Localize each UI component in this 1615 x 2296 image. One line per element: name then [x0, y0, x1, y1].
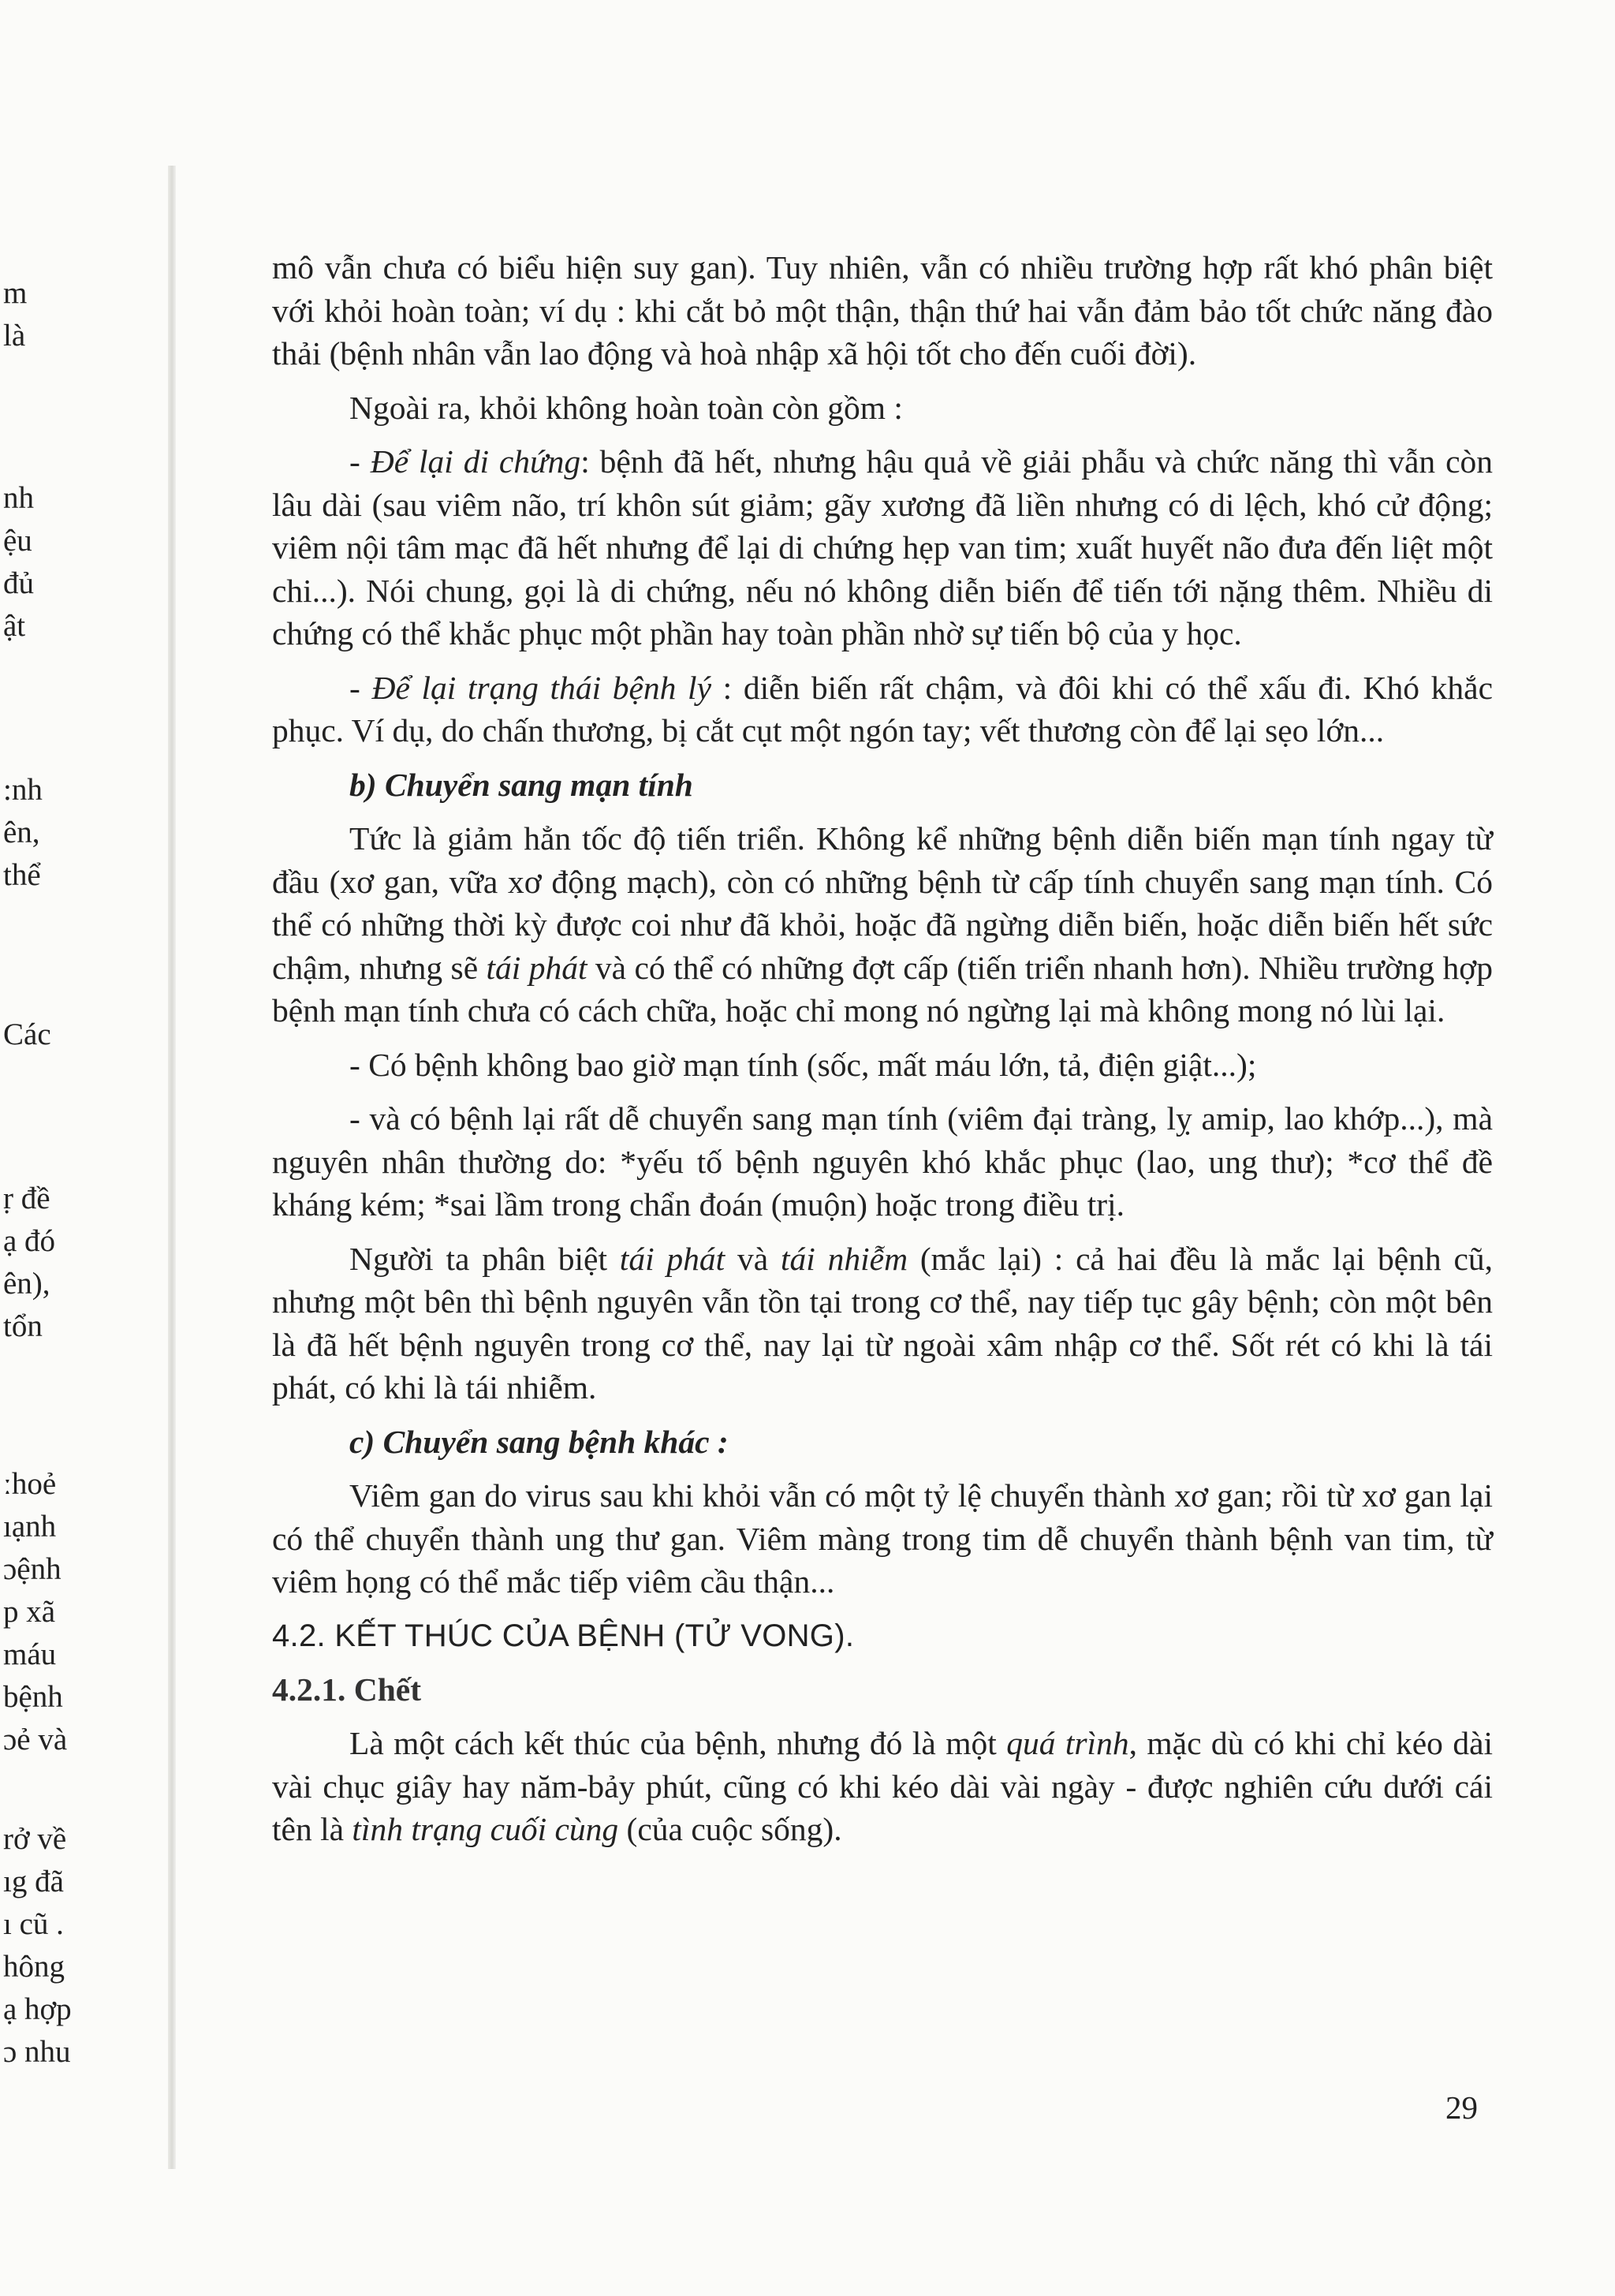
margin-fragment: đủ: [3, 566, 34, 600]
margin-fragment: nh: [3, 481, 34, 515]
margin-fragment: ɔẻ và: [3, 1723, 68, 1757]
margin-fragment: p xã: [3, 1595, 56, 1629]
term: tái phát: [486, 949, 587, 986]
margin-fragment: ên),: [3, 1267, 50, 1301]
margin-fragment: ːhoẻ: [3, 1467, 57, 1501]
adjacent-page-fragments: [0, 0, 158, 2296]
margin-fragment: Các: [3, 1017, 51, 1051]
term: quá trình: [1006, 1725, 1129, 1761]
term: tái phát: [619, 1240, 725, 1277]
margin-fragment: :nh: [3, 773, 43, 807]
paragraph: - Có bệnh không bao giờ mạn tính (sốc, mất máu lớn, tả, điện giật...);: [349, 1046, 1257, 1083]
section-heading-4-2: 4.2. KẾT THÚC CỦA BỆNH (TỬ VONG).: [272, 1618, 855, 1653]
margin-fragment: là: [3, 319, 26, 353]
book-spine-shadow: [168, 166, 176, 2169]
term: tình trạng cuối cùng: [352, 1811, 619, 1847]
paragraph: - và có bệnh lại rất dễ chuyển sang mạn tính (viêm đại tràng, lỵ amip, lao khớp...), mà nguyên nhân thường do: *yếu tố bệnh nguyên khó khắc phục (lao, ung thư); *cơ thể đề kháng kém; *sai lầm trong chẩn đoán (muộn) hoặc trong điều trị.: [272, 1100, 1493, 1223]
paragraph: Người ta phân biệt tái phát và tái nhiễm (mắc lại) : cả hai đều là mắc lại bệnh cũ, nhưng một bên thì bệnh nguyên vẫn tồn tại trong cơ thể, nay tiếp tục gây bệnh; còn một bên là đã hết bệnh nguyên trong cơ thể, nay lại từ ngoài xâm nhập cơ thể. Sốt rét có khi là tái phát, có khi là tái nhiễm.: [272, 1240, 1493, 1406]
term: tái nhiễm: [781, 1240, 908, 1277]
margin-fragment: ệu: [3, 524, 32, 558]
margin-fragment: ṛ đề: [3, 1182, 50, 1215]
margin-fragment: ật: [3, 609, 26, 643]
paragraph: Ngoài ra, khỏi không hoàn toàn còn gồm :: [349, 389, 903, 426]
margin-fragment: thể: [3, 858, 41, 892]
section-heading-b: b) Chuyển sang mạn tính: [349, 766, 693, 803]
margin-fragment: máu: [3, 1637, 57, 1671]
paragraph: Viêm gan do virus sau khi khỏi vẫn có một tỷ lệ chuyển thành xơ gan; rồi từ xơ gan lại có thể chuyển thành ung thư gan. Viêm màng trong tim dễ chuyển thành bệnh van tim, từ viêm họng có thể mắc tiếp viêm cầu thận...: [272, 1477, 1493, 1600]
margin-fragment: ı cũ .: [3, 1907, 64, 1941]
page-content: [272, 246, 1493, 1862]
paragraph-pathological-state: - Để lại trạng thái bệnh lý : diễn biến rất chậm, và đôi khi có thể xấu đi. Khó khắc phục. Ví dụ, do chấn thương, bị cắt cụt một ngón tay; vết thương còn để lại sẹo lớn...: [272, 669, 1493, 749]
paragraph: Là một cách kết thúc của bệnh, nhưng đó là một quá trình, mặc dù có khi chỉ kéo dài vài chục giây hay năm-bảy phút, cũng có khi kéo dài vài ngày - được nghiên cứu dưới cái tên là tình trạng cuối cùng (của cuộc sống).: [272, 1725, 1494, 1847]
margin-fragment: ɔ nhu: [3, 2035, 71, 2069]
term: Để lại di chứng: [370, 443, 581, 480]
margin-fragment: ɔệnh: [3, 1552, 62, 1586]
margin-fragment: ạ đó: [3, 1224, 56, 1258]
margin-fragment: hông: [3, 1950, 65, 1984]
paragraph: Tức là giảm hẳn tốc độ tiến triển. Không kể những bệnh diễn biến mạn tính ngay từ đầu (xơ gan, vữa xơ động mạch), còn có những bệnh từ cấp tính chuyển sang mạn tính. Có thể có những thời kỳ được coi như đã khỏi, hoặc đã ngừng diễn biến, hoặc diễn biến hết sức chậm, nhưng sẽ tái phát và có thể có những đợt cấp (tiến triển nhanh hơn). Nhiều trường hợp bệnh mạn tính chưa có cách chữa, hoặc chỉ mong nó ngừng lại mà không mong nó lùi lại.: [272, 820, 1493, 1029]
section-heading-c: c) Chuyển sang bệnh khác :: [349, 1423, 729, 1460]
margin-fragment: ạ hợp: [3, 1992, 72, 2026]
term: Để lại trạng thái bệnh lý: [371, 669, 712, 706]
margin-fragment: bệnh: [3, 1680, 63, 1714]
subsection-heading-4-2-1: 4.2.1. Chết: [272, 1671, 422, 1708]
paragraph: mô vẫn chưa có biểu hiện suy gan). Tuy nhiên, vẫn có nhiều trường hợp rất khó phân biệt với khỏi hoàn toàn; ví dụ : khi cắt bỏ một thận, thận thứ hai vẫn đảm bảo tốt chức năng đào thải (bệnh nhân vẫn lao động và hoà nhập xã hội tốt cho đến cuối đời).: [272, 249, 1493, 371]
page-number: 29: [1445, 2089, 1478, 2126]
margin-fragment: ıạnh: [3, 1510, 57, 1544]
margin-fragment: ıg đã: [3, 1865, 64, 1898]
margin-fragment: rở về: [3, 1822, 67, 1856]
margin-fragment: m: [3, 276, 28, 310]
paragraph-sequelae: - Để lại di chứng: bệnh đã hết, nhưng hậu quả về giải phẫu và chức năng thì vẫn còn lâu dài (sau viêm não, trí khôn sút giảm; gãy xương đã liền nhưng có di lệch, khó cử động; viêm nội tâm mạc đã hết nhưng để lại di chứng hẹp van tim; xuất huyết não đưa đến liệt một chi...). Nói chung, gọi là di chứng, nếu nó không diễn biến để tiến tới nặng thêm. Nhiều di chứng có thể khắc phục một phần hay toàn phần nhờ sự tiến bộ của y học.: [272, 443, 1493, 651]
margin-fragment: tổn: [3, 1309, 43, 1343]
margin-fragment: ên,: [3, 816, 40, 849]
